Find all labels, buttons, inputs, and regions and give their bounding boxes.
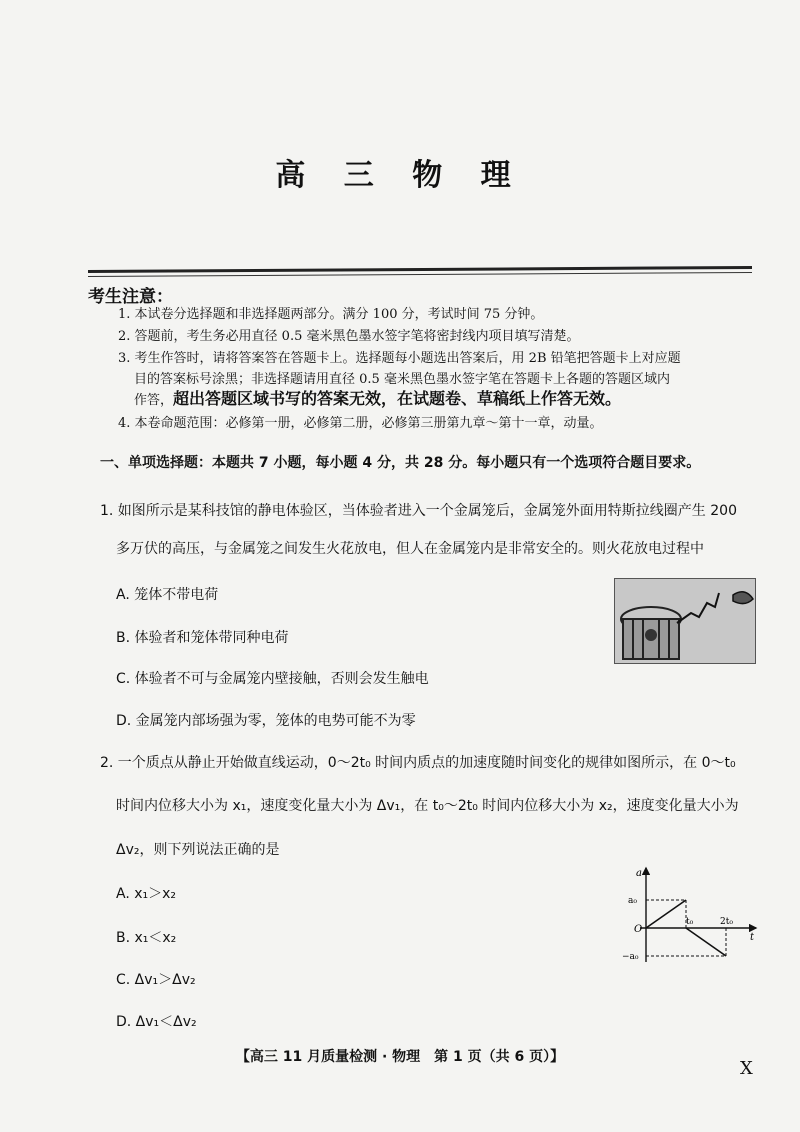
q2-stem-line-1: 2. 一个质点从静止开始做直线运动，0～2t₀ 时间内质点的加速度随时间变化的规律如图所示，在 0～t₀ [100,755,736,771]
graph-label-origin: O [634,924,643,935]
q1-option-a: A. 笼体不带电荷 [116,587,219,603]
acceleration-time-graph [618,862,760,968]
q1-stem-line-1: 1. 如图所示是某科技馆的静电体验区，当体验者进入一个金属笼后，金属笼外面用特斯拉线圈产生 200 [100,503,737,519]
notice-item-3-line-1: 3. 考生作答时，请将答案答在答题卡上。选择题每小题选出答案后，用 2B 铅笔把答题卡上对应题 [118,351,681,366]
graph-label-t0: t₀ [686,917,694,927]
notice-item-1: 1. 本试卷分选择题和非选择题两部分。满分 100 分，考试时间 75 分钟。 [118,307,544,322]
q2-option-d: D. Δv₁＜Δv₂ [116,1014,197,1030]
q2-stem-line-2: 时间内位移大小为 x₁，速度变化量大小为 Δv₁，在 t₀～2t₀ 时间内位移大小为 x₂，速度变化量大小为 [116,798,739,814]
q1-option-d: D. 金属笼内部场强为零，笼体的电势可能不为零 [116,713,416,729]
q1-stem-line-2: 多万伏的高压，与金属笼之间发生火花放电，但人在金属笼内是非常安全的。则火花放电过程中 [116,541,704,557]
graph-label-neg-a0: −a₀ [622,952,639,962]
graph-label-a0: a₀ [628,896,637,906]
q1-option-c: C. 体验者不可与金属笼内壁接触，否则会发生触电 [116,671,429,687]
notice-item-3-line-3 [134,388,621,411]
q2-option-c: C. Δv₁＞Δv₂ [116,972,196,988]
q2-option-b: B. x₁＜x₂ [116,930,177,946]
graph-segment-falling [686,928,726,956]
graph-label-a: a [636,868,642,879]
q2-option-a: A. x₁＞x₂ [116,886,177,902]
notice-warning: 超出答题区域书写的答案无效，在试题卷、草稿纸上作答无效。 [173,389,622,408]
notice-item-3-line-2: 目的答案标号涂黑；非选择题请用直径 0.5 毫米黑色墨水签字笔在答题卡上各题的答题区域内 [134,372,670,387]
header-rule-thin [88,272,752,277]
notice-heading: 考生注意： [88,287,173,307]
graph-segment-rising [646,900,686,928]
notice-item-4: 4. 本卷命题范围：必修第一册，必修第二册，必修第三册第九章～第十一章，动量。 [118,416,603,431]
faraday-cage-illustration [615,579,755,663]
q1-option-b: B. 体验者和笼体带同种电荷 [116,630,289,646]
graph-label-2t0: 2t₀ [720,917,733,927]
notice-item-3-prefix: 作答， [134,393,174,408]
faraday-cage-photo [614,578,756,664]
q2-stem-line-3: Δv₂，则下列说法正确的是 [116,842,280,858]
graph-label-t: t [750,932,755,943]
page-title: 高 三 物 理 [275,158,525,193]
corner-mark: X [740,1058,753,1079]
page-footer: 【高三 11 月质量检测 · 物理 第 1 页（共 6 页）】 [235,1049,565,1065]
section-heading: 一、单项选择题：本题共 7 小题，每小题 4 分，共 28 分。每小题只有一个选项符合题目要求。 [100,455,701,471]
notice-item-2: 2. 答题前，考生务必用直径 0.5 毫米黑色墨水签字笔将密封线内项目填写清楚。 [118,329,580,344]
